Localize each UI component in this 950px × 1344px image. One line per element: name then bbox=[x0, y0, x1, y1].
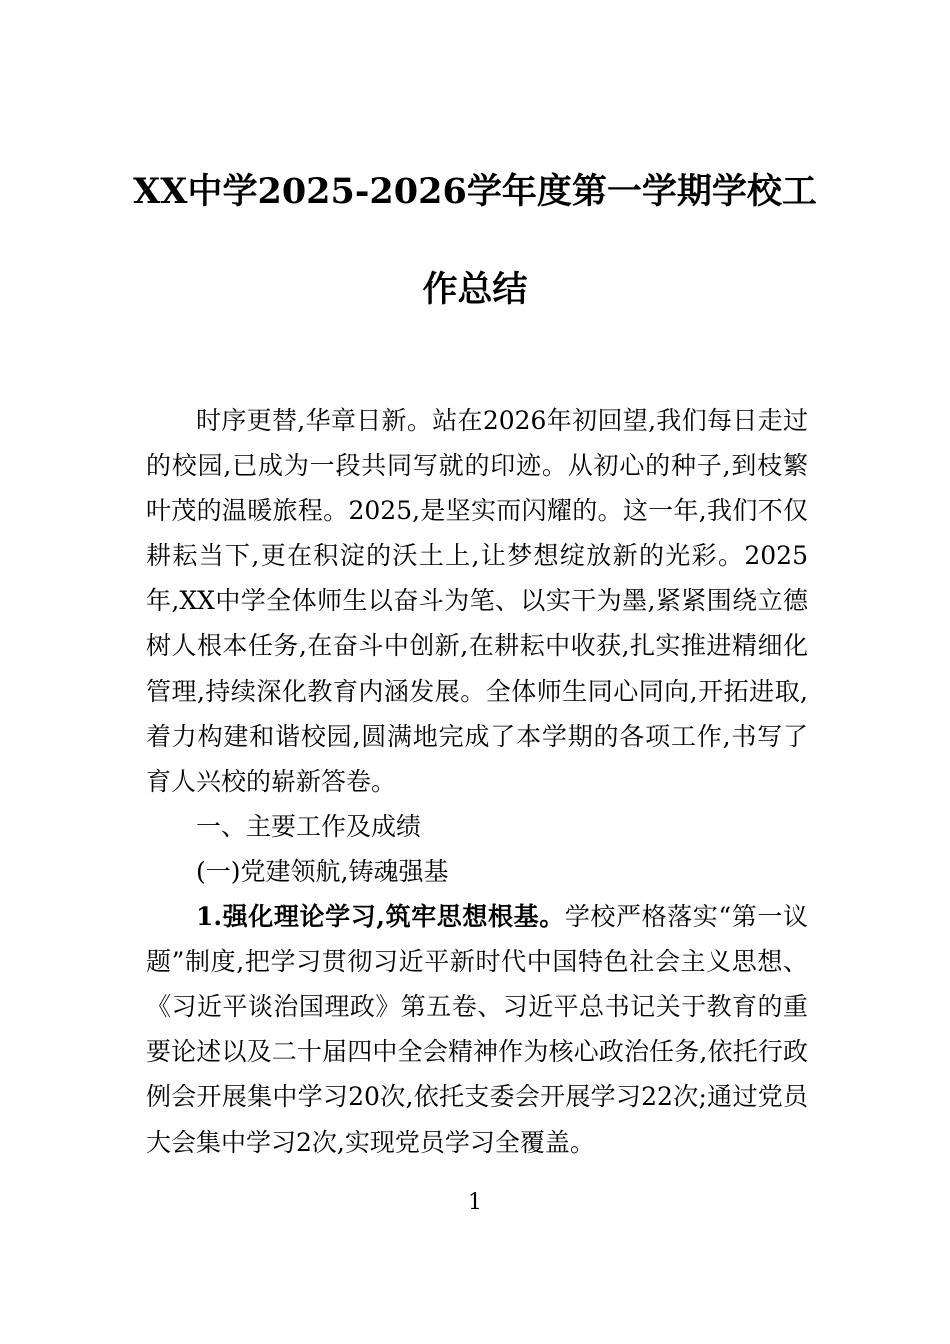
document-title-line-1: XX中学2025-2026学年度第一学期学校工 bbox=[133, 171, 817, 212]
page-number: 1 bbox=[468, 1190, 482, 1215]
section-heading-main-work: 一、主要工作及成绩 bbox=[196, 811, 422, 841]
document-body bbox=[146, 398, 808, 1165]
intro-paragraph: 时序更替,华章日新。站在2026年初回望,我们每日走过的校园,已成为一段共同写就的印迹。从初心的种子,到枝繁叶茂的温暖旅程。2025,是坚实而闪耀的。这一年,我们不仅耕耘当下,更在积淀的沃土上,让梦想绽放新的光彩。2025年,XX中学全体师生以奋斗为笔、以实干为墨,紧紧围绕立德树人根本任务,在奋斗中创新,在耕耘中收获,扎实推进精细化管理,持续深化教育内涵发展。全体师生同心同向,开拓进取,着力构建和谐校园,圆满地完成了本学期的各项工作,书写了育人兴校的崭新答卷。 bbox=[146, 406, 808, 796]
item-lead-text: 1.强化理论学习,筑牢思想根基。 bbox=[196, 902, 565, 932]
item-body-text: 学校严格落实“第一议题”制度,把学习贯彻习近平新时代中国特色社会主义思想、《习近平谈治国理政》第五卷、习近平总书记关于教育的重要论述以及二十届四中全会精神作为核心政治任务,依托行政例会开展集中学习20次,依托支委会开展学习22次;通过党员大会集中学习2次,实现党员学习全覆盖。 bbox=[146, 902, 808, 1157]
document-title-line-2: 作总结 bbox=[422, 269, 528, 310]
subsection-heading-party-building: (一)党建领航,铸魂强基 bbox=[196, 856, 449, 886]
item-paragraph-theory-study bbox=[146, 894, 808, 1165]
